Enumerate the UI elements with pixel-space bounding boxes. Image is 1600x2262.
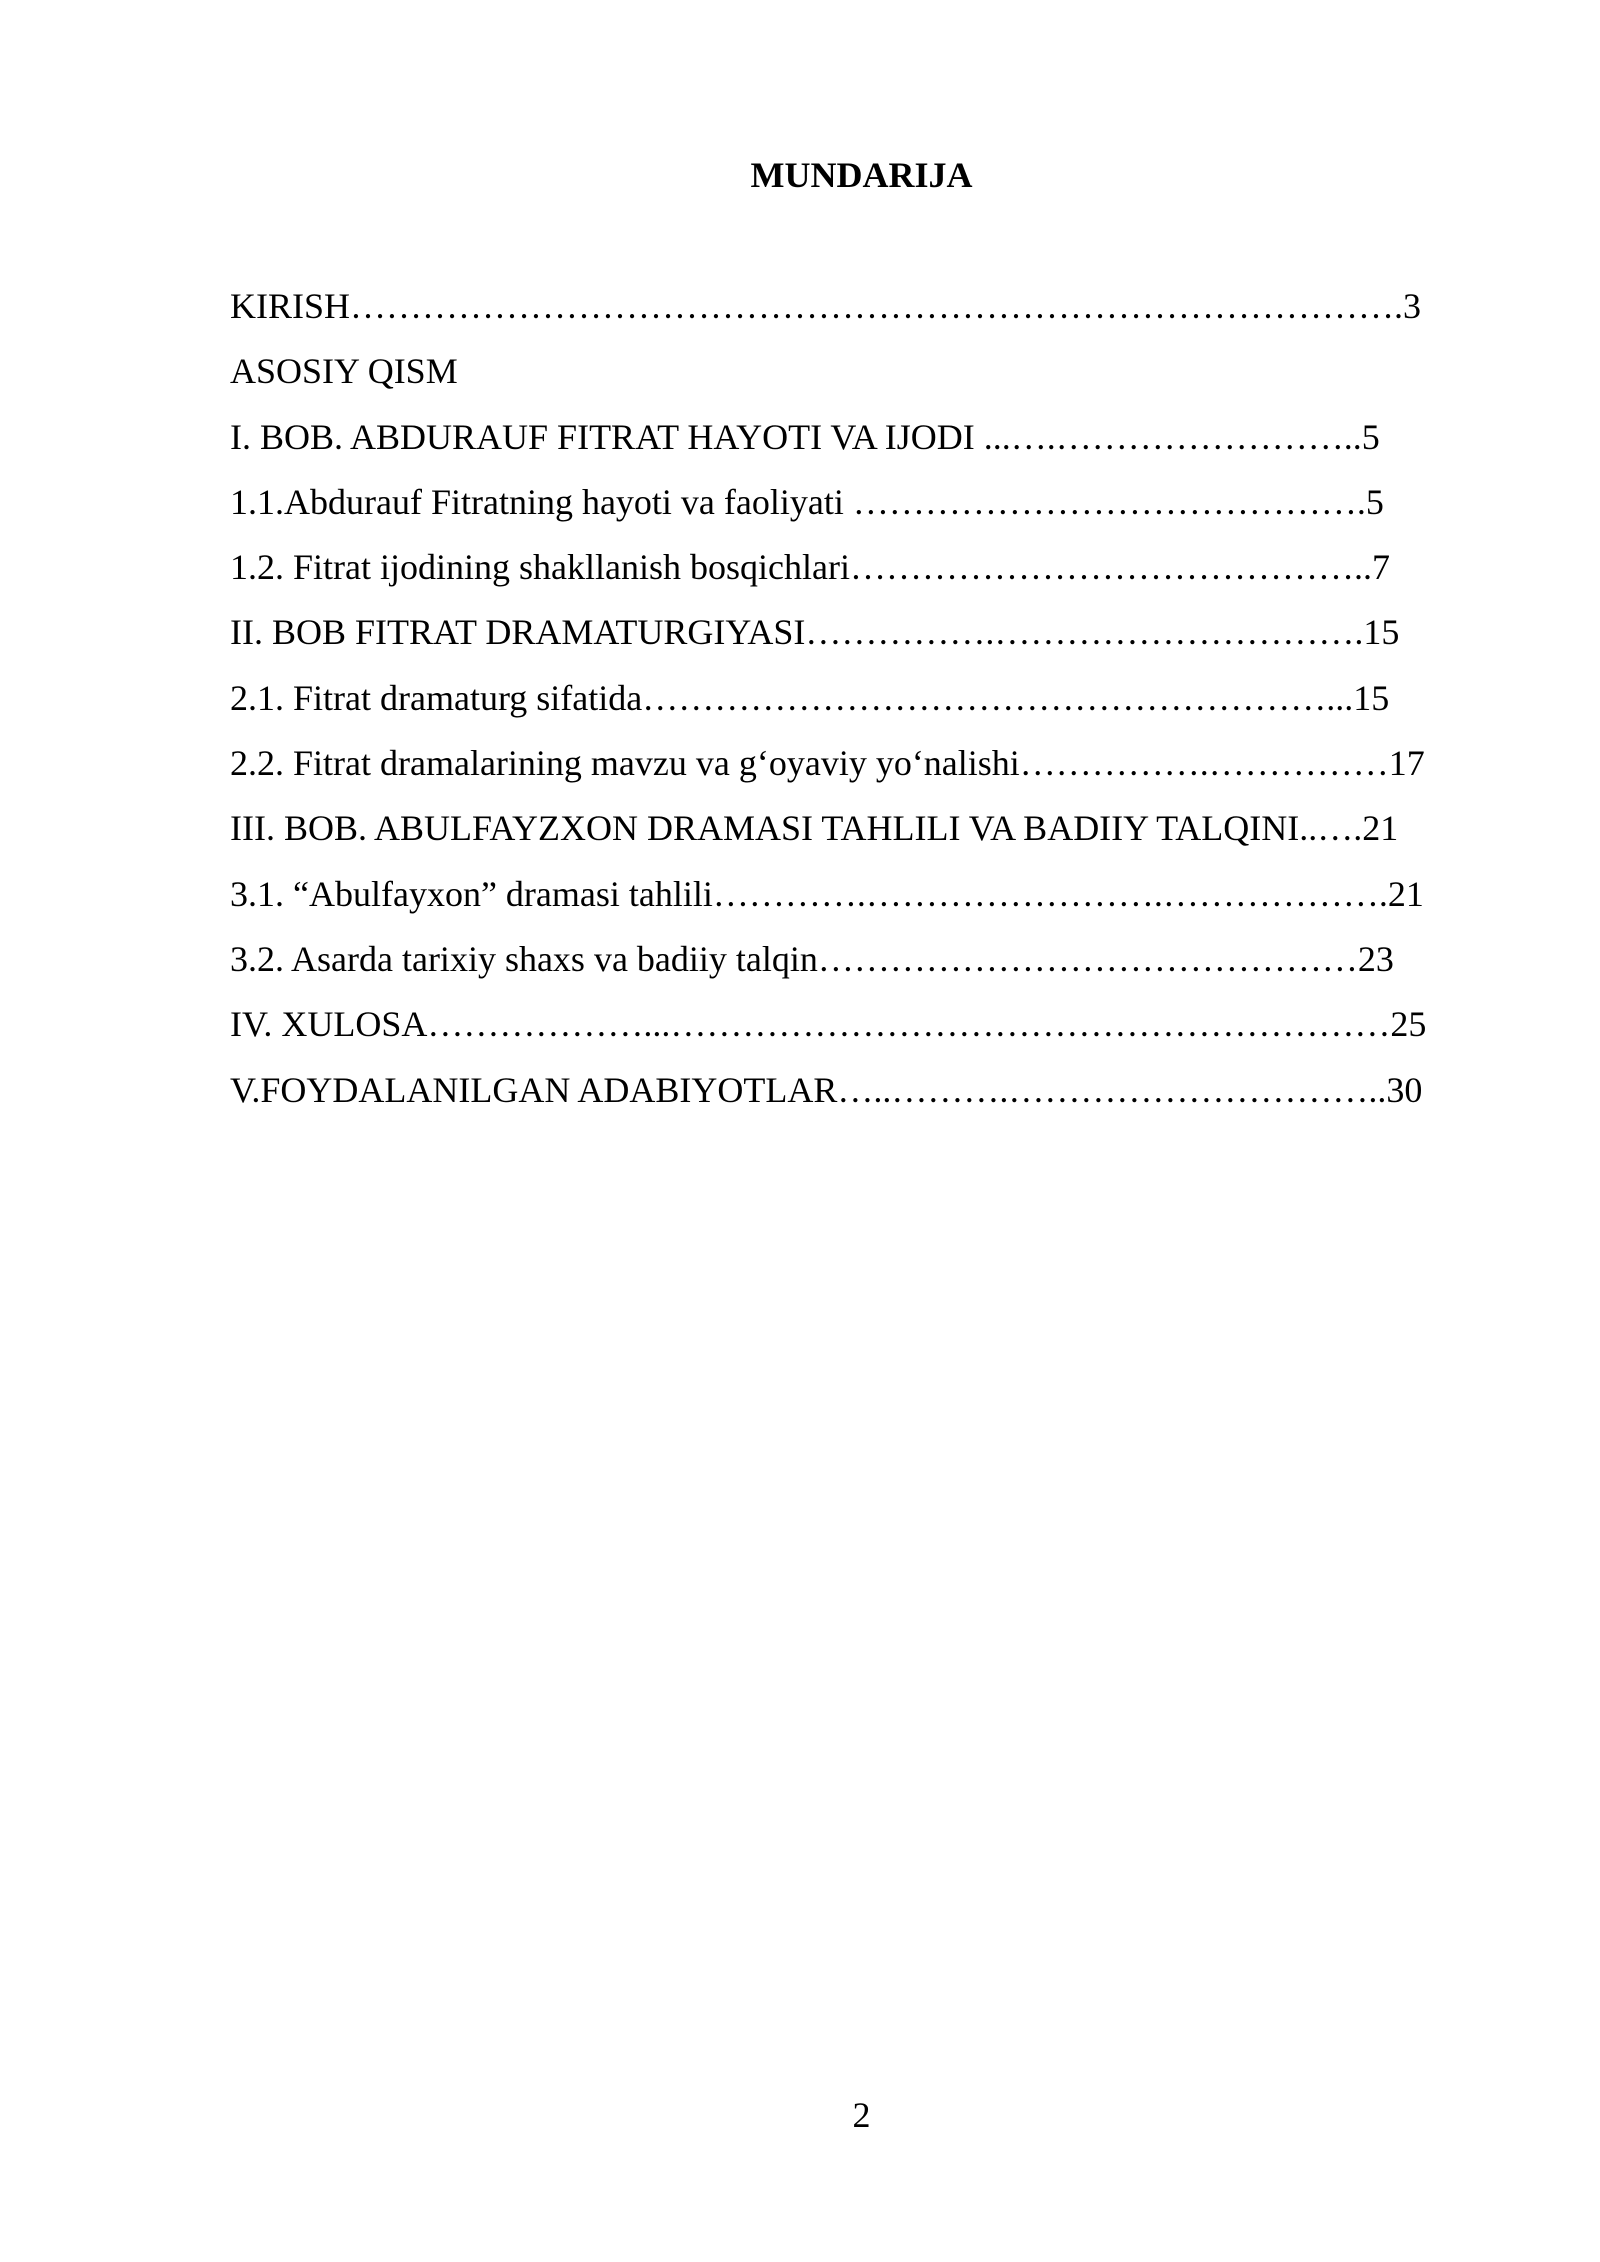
toc-entry-section-3-2: 3.2. Asarda tarixiy shaxs va badiiy talqin………………………………………23 (230, 938, 1394, 979)
toc-entry-adabiyotlar: V.FOYDALANILGAN ADABIYOTLAR…..……….…………………………..30 (230, 1069, 1423, 1110)
toc-entry-section-2-2: 2.2. Fitrat dramalarining mavzu va g‘oyaviy yo‘nalishi…………….……………17 (230, 743, 1425, 784)
toc-entry-section-3-1: 3.1. “Abulfayxon” dramasi tahlili………….…………………….……………….21 (230, 873, 1424, 914)
toc-entry-section-1-2: 1.2. Fitrat ijodining shakllanish bosqichlari……………………………………..7 (230, 547, 1390, 588)
page-title: MUNDARIJA (750, 155, 973, 195)
toc-entry-chapter-1: I. BOB. ABDURAUF FITRAT HAYOTI VA IJODI ...….……………………..5 (230, 416, 1380, 457)
table-of-contents (230, 281, 1530, 1130)
toc-entry-xulosa: IV. XULOSA………………...……………………………………………………25 (230, 1004, 1427, 1045)
toc-entry-kirish: KIRISH…………………………………………………………………………….3 (230, 286, 1422, 326)
toc-entry-asosiy-qism: ASOSIY QISM (230, 351, 458, 392)
toc-entry-section-1-1: 1.1.Abdurauf Fitratning hayoti va faoliyati …………………………………….5 (230, 481, 1384, 522)
toc-entry-section-2-1: 2.1. Fitrat dramaturg sifatida…………………………………………………...15 (230, 677, 1390, 718)
toc-entry-chapter-3: III. BOB. ABULFAYZXON DRAMASI TAHLILI VA BADIIY TALQINI..….21 (230, 808, 1399, 849)
page-number: 2 (852, 2095, 871, 2135)
toc-entry-chapter-2: II. BOB FITRAT DRAMATURGIYASI…………….………………………….15 (230, 612, 1400, 653)
